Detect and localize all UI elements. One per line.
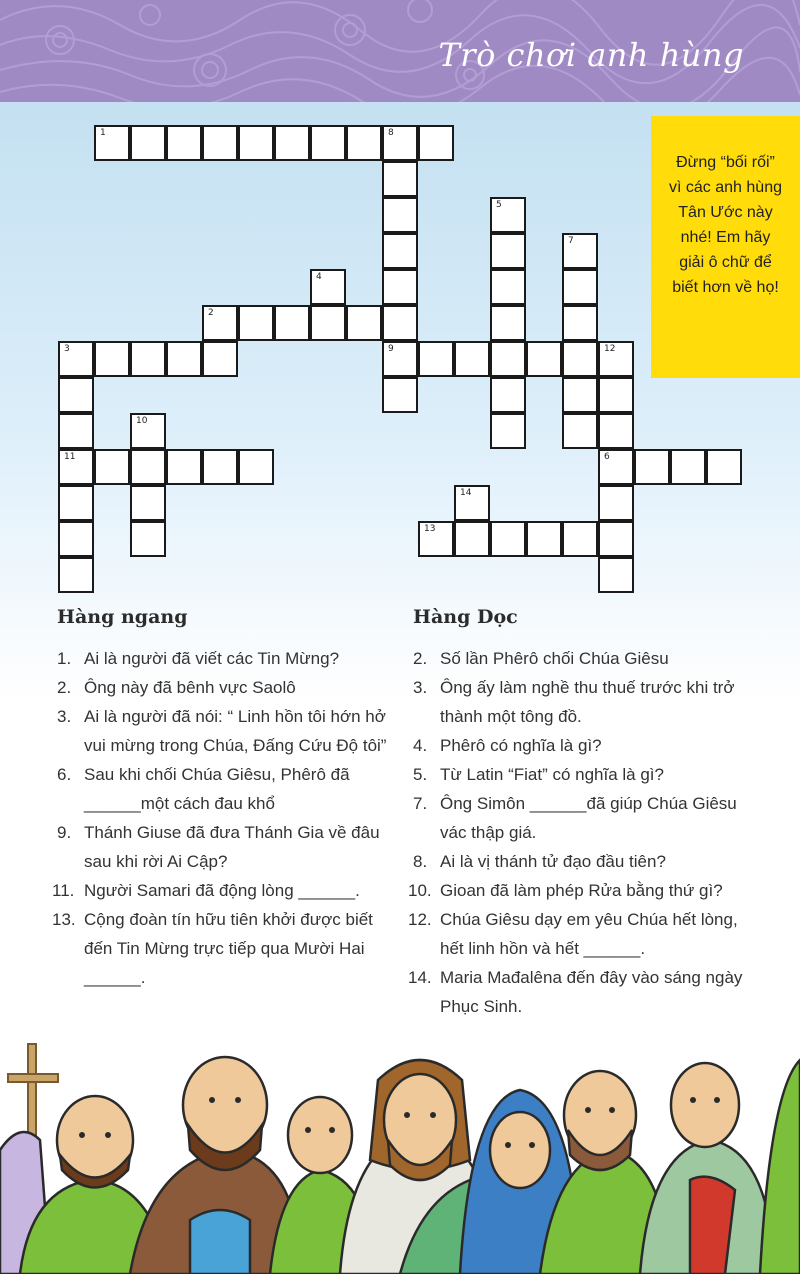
- clue-item-number: 8.: [413, 852, 428, 871]
- clue-item-number: 6.: [57, 765, 72, 784]
- clue-item: [57, 673, 397, 702]
- clue-item-number: 2.: [57, 678, 72, 697]
- clue-item-text: Từ Latin “Fiat” có nghĩa là gì?: [440, 765, 664, 784]
- crossword-cell[interactable]: [598, 341, 634, 377]
- crossword-cell[interactable]: [382, 161, 418, 197]
- crossword-cell[interactable]: [238, 305, 274, 341]
- crossword-cell[interactable]: [274, 305, 310, 341]
- crossword-cell[interactable]: [202, 125, 238, 161]
- crossword-cell[interactable]: [454, 485, 490, 521]
- clue-item-text: Maria Mađalêna đến đây vào sáng ngày Phục Sinh.: [440, 968, 743, 1016]
- clue-item: [413, 644, 743, 673]
- clue-item-number: 5.: [413, 765, 428, 784]
- crossword-cell[interactable]: [562, 305, 598, 341]
- clue-number: 12: [604, 344, 616, 354]
- clue-item: [52, 876, 397, 905]
- clue-item-number: 13.: [52, 910, 76, 929]
- crossword-cell[interactable]: [238, 449, 274, 485]
- crossword-cell[interactable]: [382, 305, 418, 341]
- crossword-cell[interactable]: [454, 521, 490, 557]
- clue-item-text: Người Samari đã động lòng ______.: [84, 881, 360, 900]
- clue-item: [413, 673, 743, 731]
- clue-item: [57, 760, 397, 818]
- crossword-cell[interactable]: [634, 449, 670, 485]
- crossword-cell[interactable]: [382, 197, 418, 233]
- crossword-cell[interactable]: [94, 125, 130, 161]
- crossword-cell[interactable]: [418, 341, 454, 377]
- clue-item-text: Số lần Phêrô chối Chúa Giêsu: [440, 649, 669, 668]
- clue-item-number: 10.: [408, 881, 432, 900]
- crossword-cell[interactable]: [382, 341, 418, 377]
- clue-item: [408, 876, 743, 905]
- crossword-cell[interactable]: [166, 449, 202, 485]
- across-heading: Hàng ngang: [57, 606, 188, 628]
- crossword-cell[interactable]: [562, 233, 598, 269]
- crossword-cell[interactable]: [130, 341, 166, 377]
- page-title: Trò chơi anh hùng: [438, 36, 744, 74]
- clue-item-number: 1.: [57, 649, 72, 668]
- clue-item-number: 4.: [413, 736, 428, 755]
- crossword-cell[interactable]: [598, 413, 634, 449]
- crossword-cell[interactable]: [382, 125, 418, 161]
- clue-item-number: 3.: [57, 707, 72, 726]
- crossword-cell[interactable]: [454, 341, 490, 377]
- crossword-cell[interactable]: [310, 125, 346, 161]
- clue-item: [408, 905, 743, 963]
- crossword-cell[interactable]: [490, 521, 526, 557]
- clue-item: [57, 644, 397, 673]
- clue-item-number: 14.: [408, 968, 432, 987]
- crossword-cell[interactable]: [238, 125, 274, 161]
- clue-number: 8: [388, 128, 394, 138]
- crossword-cell[interactable]: [382, 377, 418, 413]
- crossword-cell[interactable]: [490, 413, 526, 449]
- clue-item-text: Gioan đã làm phép Rửa bằng thứ gì?: [440, 881, 723, 900]
- crossword-cell[interactable]: [94, 449, 130, 485]
- clue-item-text: Phêrô có nghĩa là gì?: [440, 736, 602, 755]
- crossword-cell[interactable]: [58, 557, 94, 593]
- crossword-cell[interactable]: [166, 341, 202, 377]
- crossword-cell[interactable]: [58, 413, 94, 449]
- crossword-cell[interactable]: [562, 521, 598, 557]
- crossword-cell[interactable]: [490, 341, 526, 377]
- crossword-cell[interactable]: [382, 233, 418, 269]
- crossword-cell[interactable]: [202, 341, 238, 377]
- crossword-cell[interactable]: [58, 521, 94, 557]
- crossword-cell[interactable]: [58, 449, 94, 485]
- crossword-cell[interactable]: [562, 413, 598, 449]
- clue-item: [57, 818, 397, 876]
- clue-number: 7: [568, 236, 574, 246]
- clue-number: 1: [100, 128, 106, 138]
- clue-item-number: 3.: [413, 678, 428, 697]
- clue-number: 10: [136, 416, 148, 426]
- clue-item: [413, 847, 743, 876]
- crossword-cell[interactable]: [418, 125, 454, 161]
- crossword-cell[interactable]: [58, 485, 94, 521]
- crossword-cell[interactable]: [130, 449, 166, 485]
- clue-item: [413, 731, 743, 760]
- clue-item-text: Thánh Giuse đã đưa Thánh Gia về đâu sau khi rời Ai Cập?: [84, 823, 380, 871]
- clue-item: [408, 963, 743, 1021]
- clue-item-text: Ông ấy làm nghề thu thuế trước khi trở thành một tông đồ.: [440, 678, 735, 726]
- clue-number: 9: [388, 344, 394, 354]
- crossword-cell[interactable]: [490, 197, 526, 233]
- clue-item: [57, 702, 397, 760]
- crossword-cell[interactable]: [130, 485, 166, 521]
- crossword-cell[interactable]: [202, 449, 238, 485]
- crossword-cell[interactable]: [418, 521, 454, 557]
- crossword-cell[interactable]: [562, 269, 598, 305]
- crossword-cell[interactable]: [58, 377, 94, 413]
- crossword-cell[interactable]: [310, 305, 346, 341]
- crossword-cell[interactable]: [598, 521, 634, 557]
- crossword-cell[interactable]: [598, 449, 634, 485]
- clue-number: 4: [316, 272, 322, 282]
- clue-item: [413, 789, 743, 847]
- clue-number: 6: [604, 452, 610, 462]
- crossword-cell[interactable]: [562, 377, 598, 413]
- crossword-cell[interactable]: [598, 485, 634, 521]
- crossword-cell[interactable]: [490, 377, 526, 413]
- crossword-cell[interactable]: [382, 269, 418, 305]
- clue-item-text: Chúa Giêsu dạy em yêu Chúa hết lòng, hết linh hồn và hết ______.: [440, 910, 738, 958]
- crossword-cell[interactable]: [130, 413, 166, 449]
- crossword-cell[interactable]: [598, 557, 634, 593]
- down-clue-list: [408, 644, 743, 1021]
- crossword-cell[interactable]: [562, 341, 598, 377]
- crossword-cell[interactable]: [490, 269, 526, 305]
- clue-item-text: Ông này đã bênh vực Saolô: [84, 678, 296, 697]
- instruction-note: Đừng “bối rối” vì các anh hùng Tân Ước này nhé! Em hãy giải ô chữ để biết hơn về họ!: [651, 116, 800, 378]
- clue-number: 2: [208, 308, 214, 318]
- crossword-cell[interactable]: [706, 449, 742, 485]
- clue-number: 11: [64, 452, 76, 462]
- clue-item: [52, 905, 397, 992]
- crossword-cell[interactable]: [274, 125, 310, 161]
- clue-item-text: Ai là người đã viết các Tin Mừng?: [84, 649, 340, 668]
- crossword-cell[interactable]: [490, 305, 526, 341]
- clue-number: 5: [496, 200, 502, 210]
- crossword-cell[interactable]: [202, 305, 238, 341]
- down-heading: Hàng Dọc: [413, 606, 518, 628]
- clue-item-text: Cộng đoàn tín hữu tiên khởi được biết đến Tin Mừng trực tiếp qua Mười Hai ______.: [84, 910, 373, 987]
- crossword-cell[interactable]: [130, 521, 166, 557]
- across-clue-list: [52, 644, 397, 992]
- crossword-cell[interactable]: [670, 449, 706, 485]
- clue-number: 14: [460, 488, 472, 498]
- crossword-cell[interactable]: [526, 521, 562, 557]
- crossword-cell[interactable]: [346, 305, 382, 341]
- crossword-cell[interactable]: [94, 341, 130, 377]
- saints-illustration: [0, 1030, 800, 1274]
- clue-item-number: 11.: [52, 881, 75, 900]
- clue-item-text: Ai là người đã nói: “ Linh hồn tôi hớn hở vui mừng trong Chúa, Đấng Cứu Độ tôi”: [84, 707, 387, 755]
- clue-item-number: 9.: [57, 823, 72, 842]
- crossword-cell[interactable]: [130, 125, 166, 161]
- clue-number: 13: [424, 524, 436, 534]
- clue-item-text: Ai là vị thánh tử đạo đầu tiên?: [440, 852, 666, 871]
- crossword-cell[interactable]: [598, 377, 634, 413]
- clue-item: [413, 760, 743, 789]
- crossword-cell[interactable]: [490, 233, 526, 269]
- crossword-cell[interactable]: [346, 125, 382, 161]
- clue-item-number: 12.: [408, 910, 432, 929]
- clue-item-number: 7.: [413, 794, 428, 813]
- clue-number: 3: [64, 344, 70, 354]
- clue-item-text: Ông Simôn ______đã giúp Chúa Giêsu vác thập giá.: [440, 794, 737, 842]
- crossword-cell[interactable]: [58, 341, 94, 377]
- crossword-cell[interactable]: [310, 269, 346, 305]
- clue-item-text: Sau khi chối Chúa Giêsu, Phêrô đã ______một cách đau khổ: [84, 765, 350, 813]
- clue-item-number: 2.: [413, 649, 428, 668]
- crossword-cell[interactable]: [166, 125, 202, 161]
- crossword-cell[interactable]: [526, 341, 562, 377]
